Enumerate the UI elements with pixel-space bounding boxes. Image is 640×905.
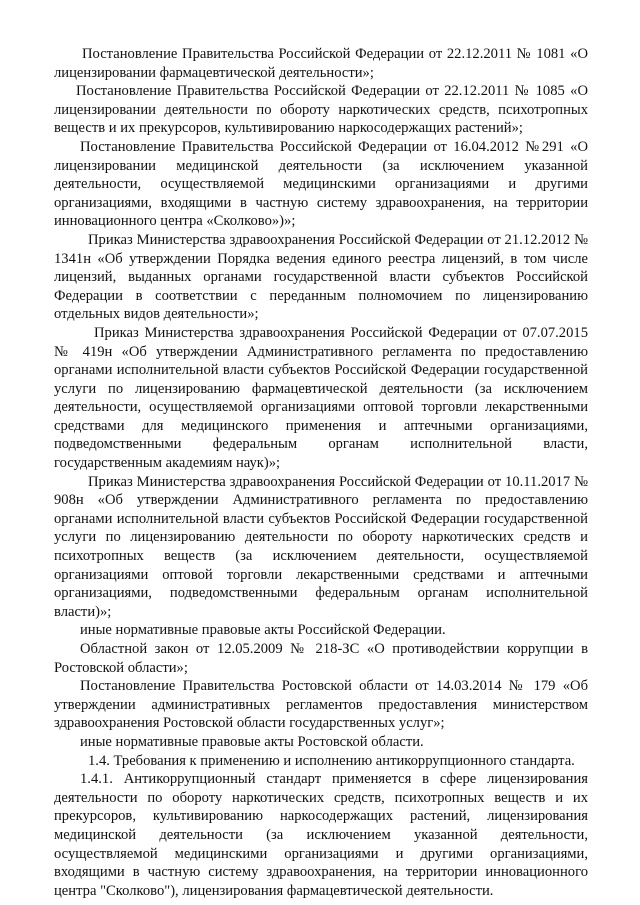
- paragraph-decree-1081: Постановление Правительства Российской Федерации от 22.12.2011 № 1081 «О лицензировании фармацевтической деятельности»;: [54, 46, 588, 81]
- paragraph-order-1341n: Приказ Министерства здравоохранения Российской Федерации от 21.12.2012 № 1341н «Об утверждении Порядка ведения единого реестра лицензий, в том числе лицензий, выданных органами государственной власти субъектов Российской Федерации в соответствии с переданным полномочием по лицензированию отдельных видов деятельности»;: [54, 231, 588, 323]
- paragraph-order-419n: Приказ Министерства здравоохранения Российской Федерации от 07.07.2015 № 419н «Об утверждении Административного регламента по предоставлению органами исполнительной власти субъектов Российской Федерации государственной услуги по лицензированию фармацевтической деятельности (за исключением деятельности, осуществляемой организациями оптовой торговли лекарственными средствами для медицинского применения и аптечными организациями, подведомственными федеральным органам исполнительной власти, государственным академиям наук)»;: [54, 324, 588, 472]
- paragraph-regional-decree-179: Постановление Правительства Ростовской области от 14.03.2014 № 179 «Об утверждении административных регламентов предоставления министерством здравоохранения Ростовской области государственных услуг»;: [54, 678, 588, 732]
- paragraph-other-federal-acts: иные нормативные правовые акты Российской Федерации.: [80, 622, 446, 639]
- paragraph-decree-291: Постановление Правительства Российской Федерации от 16.04.2012 №291 «О лицензировании медицинской деятельности (за исключением указанной деятельности, осуществляемой медицинскими организациями и другими организациями, входящими в частную систему здравоохранения, на территории инновационного центра «Сколково»)»;: [54, 138, 588, 230]
- paragraph-other-regional-acts: иные нормативные правовые акты Ростовской области.: [80, 733, 424, 750]
- section-heading-1-4: 1.4. Требования к применению и исполнению антикоррупционного стандарта.: [88, 752, 575, 769]
- paragraph-order-908n: Приказ Министерства здравоохранения Российской Федерации от 10.11.2017 № 908н «Об утверждении Административного регламента по предоставлению органами исполнительной власти субъектов Российской Федерации государственной услуги по лицензированию деятельности по обороту наркотических средств и психотропных веществ (за исключением деятельности, осуществляемой организациями оптовой торговли лекарственными средствами и аптечными организациями, подведомственными федеральным органам исполнительной власти)»;: [54, 473, 588, 620]
- paragraph-1-4-1: 1.4.1. Антикоррупционный стандарт применяется в сфере лицензирования деятельности по обороту наркотических средств, психотропных веществ и их прекурсоров, культивированию наркосодержащих растений, лицензирования медицинской деятельности (за исключением указанной деятельности, осуществляемой медицинскими организациями и другими организациями, входящими в частную систему здравоохранения, на территории инновационного центра "Сколково"), лицензирования фармацевтической деятельности.: [54, 771, 588, 899]
- paragraph-regional-law-218: Областной закон от 12.05.2009 № 218-ЗС «О противодействии коррупции в Ростовской области»;: [54, 641, 588, 676]
- paragraph-decree-1085: Постановление Правительства Российской Федерации от 22.12.2011 № 1085 «О лицензировании деятельности по обороту наркотических средств, психотропных веществ и их прекурсоров, культивированию наркосодержащих растений»;: [54, 83, 588, 137]
